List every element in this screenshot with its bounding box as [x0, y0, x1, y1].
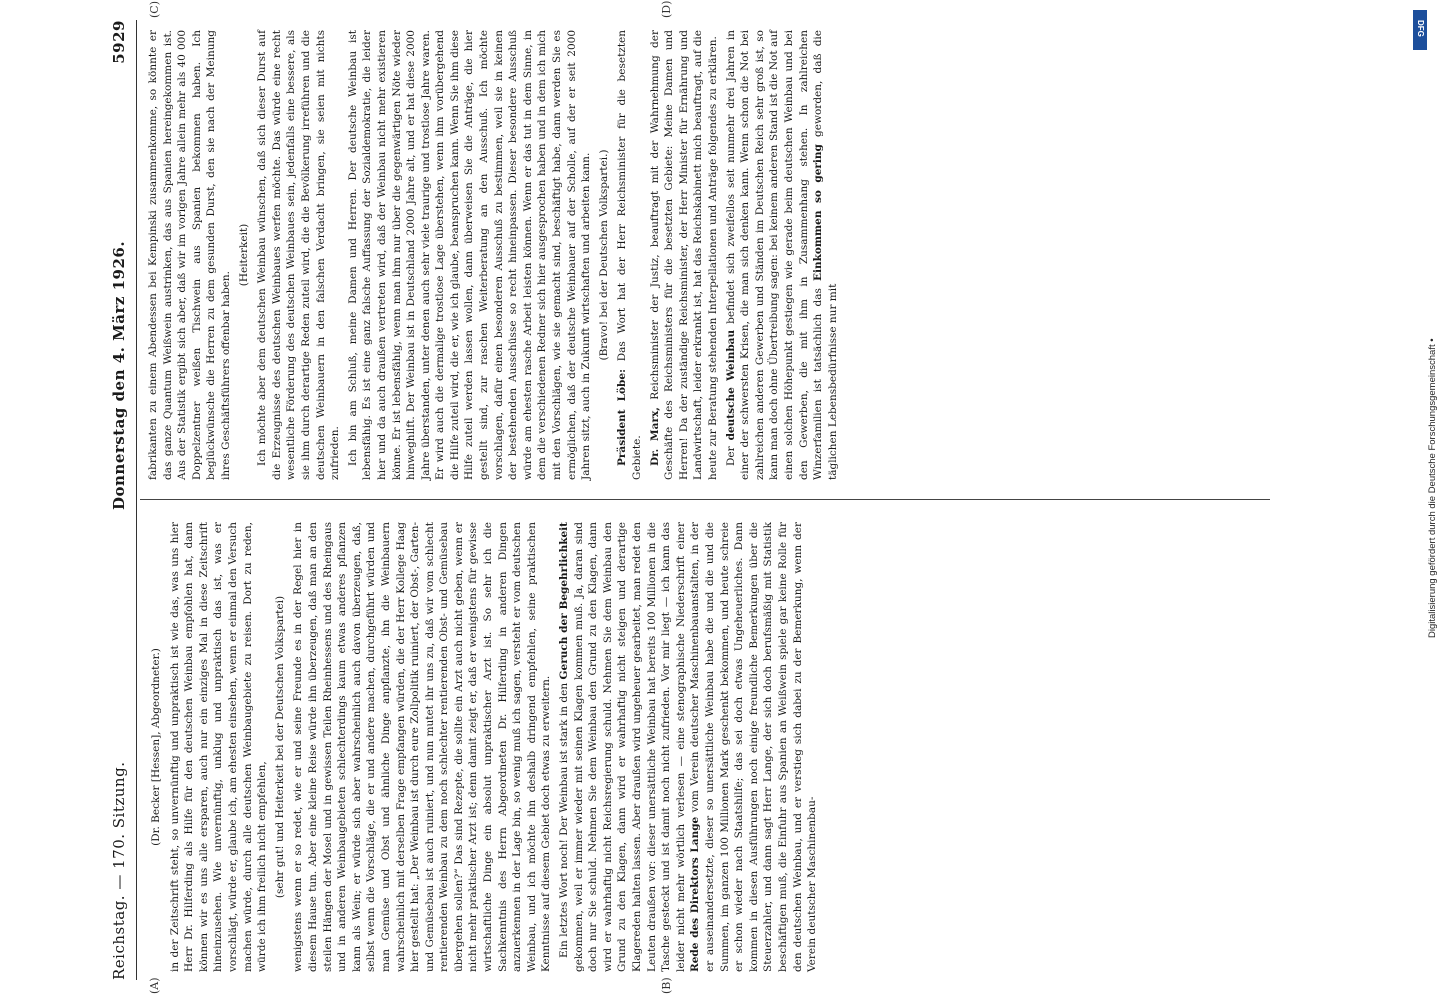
- funding-note: [1404, 8, 1438, 992]
- paragraph: fabrikanten zu einem Abendessen bei Kempinski zusammenkomme, so könnte er das ganze Quantum Weißwein austrinken, das aus Spanien hereingekommen ist. Aus der Statistik ergibt sich aber, daß wir im vorigen Jahre allein mehr als 40 000 Doppelzentner weißen Tischwein aus Spanien bekommen haben. Ich beglückwünsche die Herren zu dem gesunden Durst, den sie nach der Meinung ihres Geschäftsführers offenbar haben.: [147, 30, 232, 480]
- emphasis: Rede des Direktors Lange: [689, 816, 702, 972]
- right-column: [146, 30, 843, 480]
- paragraph: Der deutsche Weinbau befindet sich zweifellos seit nunmehr drei Jahren in einer der schwersten Krisen, die man sich denken kann. Wenn schon die Not bei zahlreichen anderen Gewerben und Ständen im Deutschen Reich sehr groß ist, so kann man doch ohne Übertreibung sagen: bei keinem anderen Stand ist die Not auf einen solchen Höhepunkt gestiegen wie gerade beim deutschen Weinbau und bei den Gewerben, die mit ihm in Zusammenhang stehen. In zahlreichen Winzerfamilien ist tatsächlich das Einkommen so gering geworden, daß die täglichen Lebensbedürfnisse nur mit: [724, 30, 839, 480]
- margin-mark-b: (B): [660, 977, 673, 994]
- margin-mark-d: (D): [660, 0, 673, 18]
- dfg-logo: DFG: [1413, 10, 1427, 50]
- emphasis: Einkommen so gering: [812, 144, 825, 281]
- interjection: (sehr gut! und Heiterkeit bei der Deutschen Volkspartei): [273, 595, 286, 899]
- speaker-name: Dr. Marx,: [648, 407, 661, 466]
- speaker-continuation: (Dr. Becker [Hessen], Abgeordneter.): [150, 648, 162, 846]
- interjection: (Bravo! bei der Deutschen Volkspartei.): [597, 149, 610, 361]
- header-session: Reichstag. — 170. Sitzung.: [110, 761, 128, 980]
- interjection: (Heiterkeit): [237, 223, 250, 287]
- funding-note-text: Digitalisierung gefördert durch die Deutsche Forschungsgemeinschaft •: [1427, 338, 1438, 638]
- left-column: [146, 522, 823, 972]
- emphasis: Geruch der Begehrlichkeit: [558, 521, 571, 680]
- paragraph: Ich möchte aber dem deutschen Weinbau wünschen, daß sich dieser Durst auf die Erzeugnisse des deutschen Weinbaues werfen möchte. Das würde eine recht wesentliche Förderung des deutschen Weinbaues sein, jedenfalls eine bessere, als sie ihm durch derartige Reden zuteil wird, die die Bevölkerung irreführen und die deutschen Weinbauern in den falschen Verdacht bringen, sie seien mit nichts zufrieden.: [256, 30, 342, 480]
- paragraph: wenigstens wenn er so redet, wie er und seine Freunde es in der Regel hier in diesem Hause tun. Aber eine kleine Reise würde ihn überzeugen, daß man an den steilen Hängen der Mosel und in gewissen Teilen Rheinhessens und des Rheingaus und in anderen Weinbaugebieten schlechterdings kaum etwas anderes pflanzen kann als Wein; er würde sich aber wahrscheinlich auch davon überzeugen, daß, selbst wenn die Vorschläge, die er und andere machen, durchgeführt würden und man Gemüse und Obst und ähnliche Dinge anpflanzte, ihn die Weinbauern wahrscheinlich mit derselben Frage empfangen würden, die der Herr Kollege Haag hier gestellt hat: „Der Weinbau ist durch eure Zollpolitik ruiniert, der Obst-, Garten- und Gemüsebau ist auch ruiniert, und nun mutet ihr uns zu, daß wir vom schlecht rentierenden Weinbau zu dem noch schlechter rentierenden Obst- und Gemüsebau übergehen sollen?“ Das sind Rezepte, die sollte ein Arzt auch nicht geben, wenn er nicht mehr praktischer Arzt ist; denn damit zeigt er, daß er wenigstens für gewisse wirtschaftliche Dinge ein absolut unpraktischer Arzt ist. So sehr ich die Sachkenntnis des Herrn Abgeordneten Dr. Hilferding in anderen Dingen anzuerkennen in der Lage bin, so wenig muß ich sagen, versteht er vom deutschen Weinbau, und ich möchte ihn deshalb dringend empfehlen, seine praktischen Kenntnisse auf diesem Gebiet doch etwas zu erweitern.: [292, 522, 553, 972]
- paragraph: Dr. Marx, Reichsminister der Justiz, beauftragt mit der Wahrnehmung der Geschäfte des Reichsministers für die besetzten Gebiete: Meine Damen und Herren! Da der zuständige Reichsminister, der Herr Minister für Ernährung und Landwirtschaft, leider erkrankt ist, hat das Reichskabinett mich beauftragt, auf die heute zur Beratung stehenden Interpellationen und Anträge folgendes zu erklären.: [648, 30, 719, 480]
- paragraph: in der Zeitschrift steht, so unvernünftig und unpraktisch ist wie das, was uns hier Herr Dr. Hilferding als Hilfe für den deutschen Weinbau empfohlen hat, dann können wir es uns alle ersparen, auch nur ein einziges Mal in diese Zeitschrift hineinzusehen. Wie unvernünftig, unklug und unpraktisch das ist, was er vorschlägt, würde er, glaube ich, am ehesten einsehen, wenn er einmal den Versuch machen würde, durch alle deutschen Weinbaugebiete zu reisen. Dort zu reden, würde ich ihm freilich nicht empfehlen,: [168, 522, 269, 972]
- paragraph: Ein letztes Wort noch! Der Weinbau ist stark in den Geruch der Begehrlichkeit gekommen, weil er immer wieder mit seinen Klagen kommen muß. Ja, daran sind doch nur Sie schuld. Nehmen Sie dem Weinbau den Grund zu den Klagen, dann wird er wahrhaftig nicht Reichsregierung schuld. Nehmen Sie dem Weinbau den Grund zu den Klagen, dann wird er wahrhaftig nicht steigen und derartige Klagereden halten lassen. Aber draußen wird ungeheuer gearbeitet, man redet den Leuten draußen vor: dieser unersättliche Weinbau hat bereits 100 Millionen in die Tasche gesteckt und ist damit noch nicht zufrieden. Vor mir liegt — ich kann das leider nicht mehr wörtlich verlesen — eine stenographische Niederschrift einer Rede des Direktors Lange vom Verein deutscher Maschinenbauanstalten, in der er auseinandersetzte, dieser so unersättliche Weinbau habe die und die und die Summen, im ganzen 100 Millionen Mark geschenkt bekommen, und heute schreie er schon wieder nach Staatshilfe; das sei doch etwas Ungeheuerliches. Dann kommen in diesen Ausführungen noch einige freundliche Bemerkungen über die Steuerzahler, und dann sagt Herr Lange, der sich doch berufsmäßig mit Statistik beschäftigen muß, die Einfuhr aus Spanien an Weißwein spiele gar keine Rolle für den deutschen Weinbau, und er verstieg sich dabei zu der Bemerkung, wenn der Verein deutscher Maschinenbau-: [558, 521, 819, 972]
- emphasis: deutsche Weinbau: [724, 329, 737, 441]
- scanned-page: [100, 0, 1300, 1000]
- paragraph: Ich bin am Schluß, meine Damen und Herren. Der deutsche Weinbau ist lebensfähig. Es ist eine ganz falsche Auffassung der Sozialdemokratie, die leider hier und da auch draußen vertreten wird, daß der Weinbau nicht mehr existieren könne. Er ist lebensfähig, wenn man ihm nur über die gegenwärtigen Nöte wieder hinweghilft. Der Weinbau ist in Deutschland 2000 Jahre alt, und er hat diese 2000 Jahre überstanden, unter denen auch sehr viele traurige und trostlose Jahre waren. Er wird auch die dermalige trostlose Lage überstehen, wenn ihm vorübergehend die Hilfe zuteil wird, die er, wie ich glaube, beanspruchen kann. Wenn Sie ihm diese Hilfe zuteil werden lassen wollen, dann überweisen Sie die Anträge, die hier gestellt sind, zur raschen Weiterberatung an den Ausschuß. Ich möchte vorschlagen, dafür einen besonderen Ausschuß zu bestimmen, weil sie in keinen der bestehenden Ausschüsse so recht hineinpassen. Dieser besondere Ausschuß würde am ehesten rasche Arbeit leisten können. Wenn er das tut in dem Sinne, in dem die verschiedenen Redner sich hier ausgesprochen haben und in dem ich mich mit den Vorschlägen, wie sie gemacht sind, beschäftigt habe, dann werden Sie es ermöglichen, daß der deutsche Weinbauer auf der Scholle, auf der er seit 2000 Jahren sitzt, auch in Zukunft wirtschaften und arbeiten kann.: [346, 30, 593, 480]
- margin-mark-a: (A): [148, 977, 161, 994]
- page-number: 5929: [110, 20, 128, 64]
- paragraph: Präsident Löbe: Das Wort hat der Herr Reichsminister für die besetzten Gebiete.: [616, 29, 643, 480]
- speaker-name: Präsident Löbe:: [616, 369, 629, 466]
- margin-mark-c: (C): [148, 1, 161, 18]
- header-date: Donnerstag den 4. März 1926.: [110, 240, 128, 510]
- header-rule: [136, 20, 137, 980]
- column-divider: [140, 499, 1270, 500]
